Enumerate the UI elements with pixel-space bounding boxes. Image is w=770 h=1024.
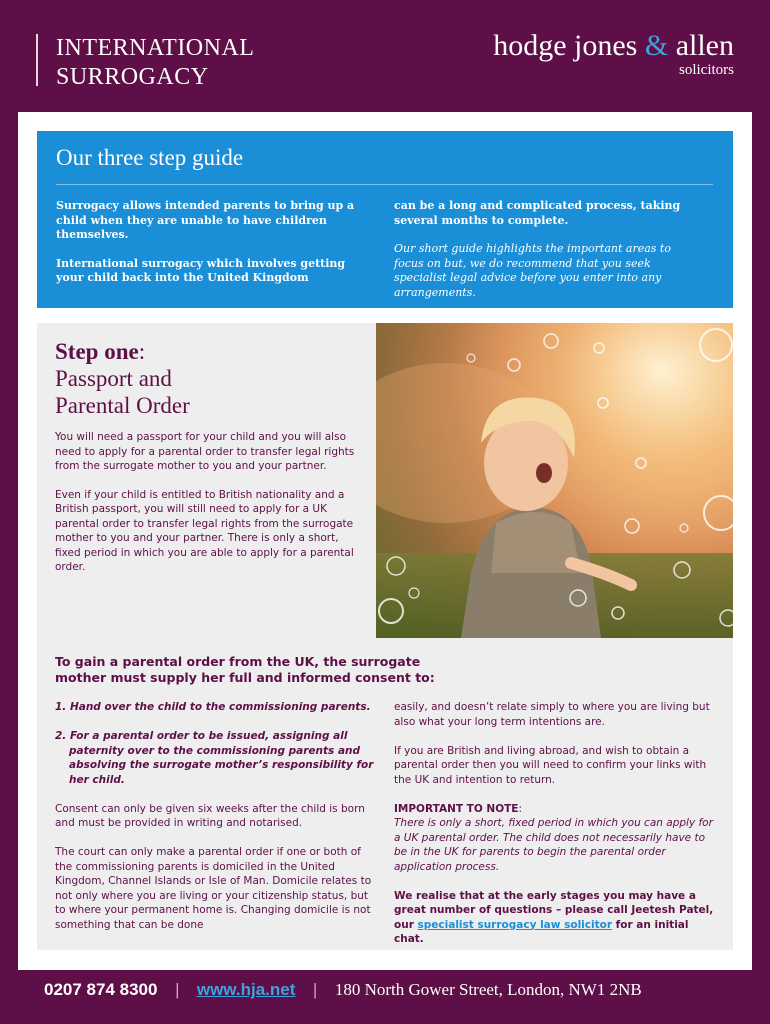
- important-note: [394, 802, 716, 875]
- logo-ampersand: &: [644, 29, 669, 62]
- logo-text-part2: allen: [668, 29, 734, 62]
- consent-list-item: 2. For a parental order to be issued, assigning all paternity over to the commissioning parents and absolving the surrogate mother’s responsibility for her child.: [55, 730, 374, 786]
- solicitor-link[interactable]: specialist surrogacy law solicitor: [417, 918, 613, 931]
- intro-paragraph: International surrogacy which involves getting your child back into the United Kingdom: [56, 256, 346, 284]
- phone-number[interactable]: 0207 874 8300: [44, 980, 158, 999]
- step-paragraph: You will need a passport for your child and you will also need to apply for a parental order to transfer legal rights from the surrogate mother to you and your partner.: [55, 431, 355, 472]
- step-one-box: [37, 323, 376, 638]
- step-heading: [55, 338, 355, 419]
- consent-section: [37, 638, 733, 950]
- consent-paragraph: If you are British and living abroad, and wish to obtain a parental order then you will need to confirm your links with the UK and intention to return.: [394, 744, 707, 786]
- footer: [44, 979, 642, 1001]
- intro-column-right: [394, 199, 694, 314]
- closing-paragraph: [394, 889, 716, 947]
- footer-separator: |: [313, 980, 317, 999]
- intro-divider: [56, 184, 713, 185]
- important-note-heading: IMPORTANT TO NOTE: [394, 802, 519, 815]
- important-note-body: There is only a short, fixed period in which you can apply for a UK parental order. The child does not necessarily have to be in the UK for parents to begin the parental order application process.: [394, 817, 713, 873]
- consent-column-right: [394, 700, 716, 961]
- consent-paragraph: Consent can only be given six weeks after the child is born and must be provided in writing and notarised.: [55, 802, 365, 829]
- company-logo: [493, 30, 734, 78]
- document-title: [56, 34, 254, 92]
- document-title-line1: INTERNATIONAL: [56, 35, 255, 61]
- intro-paragraph: Surrogacy allows intended parents to bring up a child when they are unable to have children themselves.: [56, 199, 355, 241]
- consent-column-left: [55, 700, 377, 947]
- footer-separator: |: [175, 980, 179, 999]
- intro-advice-paragraph: Our short guide highlights the important areas to focus on but, we do recommend that you seek specialist legal advice before you enter into any arrangements.: [394, 242, 671, 299]
- consent-paragraph: easily, and doesn’t relate simply to where you are living but also what your long term intentions are.: [394, 701, 710, 728]
- office-address: 180 North Gower Street, London, NW1 2NB: [334, 980, 642, 999]
- photo-illustration: [376, 323, 733, 638]
- consent-list-item: 1. Hand over the child to the commissioning parents.: [55, 701, 371, 713]
- closing-text-end: for an initial chat.: [394, 918, 689, 945]
- step-body: [55, 430, 360, 589]
- website-link[interactable]: www.hja.net: [196, 980, 296, 999]
- step-subtitle-line1: Passport and: [55, 366, 172, 391]
- child-with-bubbles-photo: [376, 323, 733, 638]
- important-note-colon: :: [518, 802, 523, 815]
- step-paragraph: Even if your child is entitled to British nationality and a British passport, you will still need to apply for a UK parental order to transfer legal rights from the surrogate mother to you and your partner. There is only a short, fixed period in which you are able to apply for a parental order.: [55, 488, 354, 573]
- document-title-line2: SURROGACY: [56, 64, 209, 90]
- consent-heading: To gain a parental order from the UK, the surrogate mother must supply her full and informed consent to:: [55, 654, 435, 685]
- consent-paragraph: The court can only make a parental order if one or both of the commissioning parents is domiciled in the United Kingdom, Channel Islands or Isle of Man. Domicile relates to not only where you are living or your citizenship status, but to where your permanent home is. Changing domicile is not something that can be done: [55, 846, 372, 931]
- intro-column-left: [56, 199, 356, 300]
- step-subtitle-line2: Parental Order: [55, 393, 190, 418]
- step-colon: :: [138, 339, 146, 364]
- header-rule: [36, 34, 38, 86]
- closing-text: We realise that at the early stages you may have a great number of questions – please call Jeetesh Patel, our: [394, 889, 714, 931]
- logo-text-part1: hodge jones: [493, 29, 645, 62]
- logo-subtitle: solicitors: [679, 62, 734, 78]
- intro-paragraph: can be a long and complicated process, taking several months to complete.: [394, 199, 681, 227]
- step-label: Step one: [55, 339, 139, 364]
- child-open-mouth: [536, 463, 552, 483]
- intro-box: [37, 131, 733, 308]
- intro-title: Our three step guide: [56, 145, 244, 170]
